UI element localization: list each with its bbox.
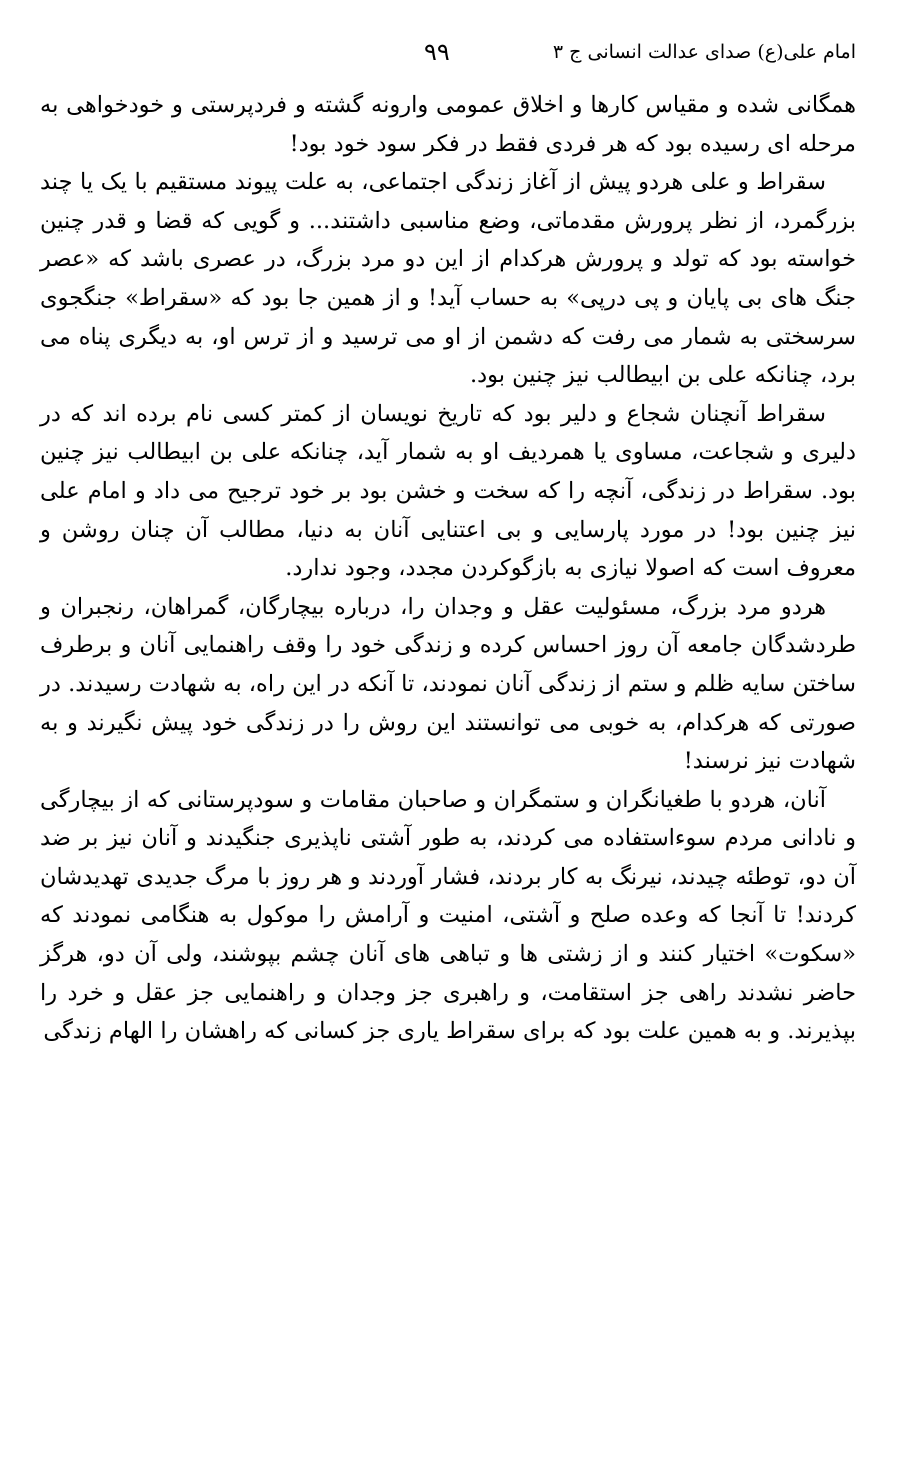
paragraph: همگانی شده و مقیاس کارها و اخلاق عمومی وارونه گشته و فردپرستی و خودخواهی به مرحله ای رسیده بود که هر فردی فقط در فکر سود خود بود! [40, 92, 856, 157]
page-header [44, 34, 856, 70]
paragraph: هردو مرد بزرگ، مسئولیت عقل و وجدان را، درباره بیچارگان، گمراهان، رنجبران و طردشدگان جامعه آن روز احساس کرده و زندگی خود را وقف راهنمایی آنان و برطرف ساختن سایه ظلم و ستم از زندگی آنان نمودند، تا آنکه در این راه، به شهادت رسیدند. در صورتی که هرکدام، به خوبی می توانستند این روش را در زندگی خود پیش نگیرند و به شهادت نیز نرسند! [40, 593, 856, 775]
running-title: امام علی(ع) صدای عدالت انسانی ج ۳ [552, 41, 856, 63]
paragraph: سقراط آنچنان شجاع و دلیر بود که تاریخ نویسان از کمتر کسی نام برده اند که در دلیری و شجاعت، مساوی یا همردیف او به شمار آید، چنانکه علی بن ابیطالب نیز چنین بود. سقراط در زندگی، آنچه را که سخت و خشن بود بر خود ترجیح می داد و امام علی نیز چنین بود! در مورد پارسایی و بی اعتنایی آنان به دنیا، مطالب آن چنان روشن و معروف است که اصولا نیازی به بازگوکردن مجدد، وجود ندارد. [40, 400, 856, 582]
page-number: ۹۹ [424, 38, 450, 66]
paragraph: آنان، هردو با طغیانگران و ستمگران و صاحبان مقامات و سودپرستانی که از بیچارگی و نادانی مردم سوءاستفاده می کردند، به طور آشتی ناپذیری جنگیدند و آنان نیز بر ضد آن دو، توطئه چیدند، نیرنگ به کار بردند، فشار آوردند و هر روز با مرگ جدیدی تهدیدشان کردند! تا آنجا که وعده صلح و آشتی، امنیت و آرامش را موکول به هنگامی نمودند که «سکوت» اختیار کنند و از زشتی ها و تباهی های آنان چشم بپوشند، ولی آن دو، هرگز حاضر نشدند راهی جز استقامت، و راهبری جز وجدان و راهنمایی جز عقل و خرد را بپذیرند. و به همین علت بود که برای سقراط یاری جز کسانی که راهشان را الهام زندگی [40, 786, 856, 1045]
paragraph: سقراط و علی هردو پیش از آغاز زندگی اجتماعی، به علت پیوند مستقیم با یک یا چند بزرگمرد، از نظر پرورش مقدماتی، وضع مناسبی داشتند... و گویی که قضا و قدر چنین خواسته بود که تولد و پرورش هرکدام از این دو مرد بزرگ، در عصری باشد که «عصر جنگ های بی پایان و پی درپی» به حساب آید! و از همین جا بود که «سقراط» جنگجوی سرسختی به شمار می رفت که دشمن از او می ترسید و از ترس او، به دیگری پناه می برد، چنانکه علی بن ابیطالب نیز چنین بود. [40, 169, 856, 389]
body-text [40, 86, 856, 1051]
